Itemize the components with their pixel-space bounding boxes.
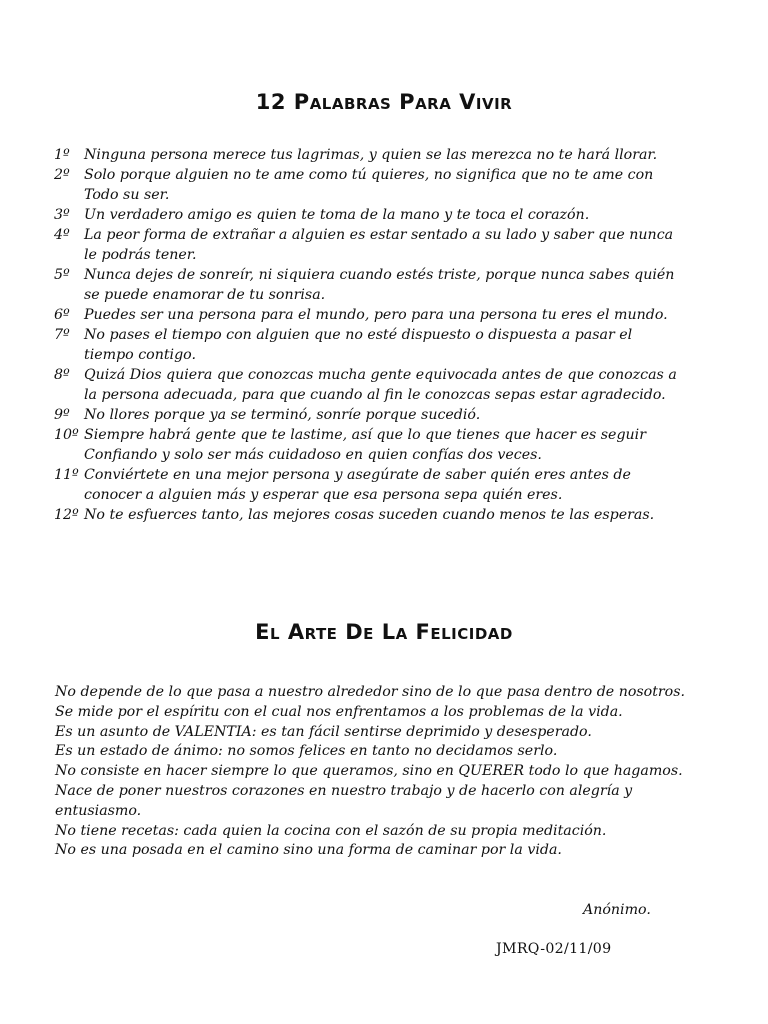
list-item (54, 205, 744, 225)
list-item (54, 145, 744, 165)
list-item-text: Siempre habrá gente que te lastime, así que lo que tienes que hacer es seguir Confiando y solo ser más cuidadoso en quien confías dos veces. (84, 427, 646, 463)
list-item (54, 325, 744, 365)
list-item (54, 305, 744, 325)
list-item-text: No te esfuerces tanto, las mejores cosas suceden cuando menos te las esperas. (84, 507, 655, 523)
list-item-number: 4º (54, 227, 70, 243)
list-item-number: 2º (54, 167, 70, 183)
list-item (54, 225, 744, 265)
list-item-number: 1º (54, 147, 70, 163)
list-item (54, 405, 744, 425)
list-item-text: Quizá Dios quiera que conozcas mucha gente equivocada antes de que conozcas a la persona adecuada, para que cuando al fin le conozcas sepas estar agradecido. (84, 367, 677, 403)
paragraph-line: Se mide por el espíritu con el cual nos enfrentamos a los problemas de la vida. (55, 703, 623, 720)
list-item-text: La peor forma de extrañar a alguien es estar sentado a su lado y saber que nunca le podrás tener. (84, 227, 674, 263)
list-item-number: 10º (54, 427, 79, 443)
paragraph-line: Nace de poner nuestros corazones en nuestro trabajo y de hacerlo con alegría y entusiasmo. (55, 782, 633, 819)
list-item-text: Nunca dejes de sonreír, ni siquiera cuando estés triste, porque nunca sabes quién se puede enamorar de tu sonrisa. (84, 267, 675, 303)
section-title-palabras: 12 Palabras Para Vivir (255, 90, 513, 114)
list-item-text: No pases el tiempo con alguien que no esté dispuesto o dispuesta a pasar el tiempo contigo. (84, 327, 633, 363)
paragraph-line: Es un asunto de VALENTIA: es tan fácil sentirse deprimido y desesperado. (55, 723, 592, 740)
signature: Anónimo. (583, 902, 651, 918)
paragraph-line: No tiene recetas: cada quien la cocina con el sazón de su propia meditación. (55, 822, 607, 839)
list-item-number: 9º (54, 407, 70, 423)
list-item-number: 3º (54, 207, 70, 223)
list-item-number: 6º (54, 307, 70, 323)
list-item-number: 8º (54, 367, 70, 383)
list-item (54, 465, 744, 505)
list-item-text: Solo porque alguien no te ame como tú quieres, no significa que no te ame con Todo su ser. (84, 167, 654, 203)
list-item (54, 425, 744, 465)
paragraph-line: No depende de lo que pasa a nuestro alrededor sino de lo que pasa dentro de nosotros. (55, 684, 686, 700)
list-item-number: 7º (54, 327, 70, 343)
paragraph-line: No es una posada en el camino sino una forma de caminar por la vida. (55, 842, 562, 859)
section-title-felicidad: El Arte De La Felicidad (255, 620, 513, 644)
list-item-number: 5º (54, 267, 70, 283)
list-item-text: No llores porque ya se terminó, sonríe porque sucedió. (84, 407, 481, 423)
list-item-text: Conviértete en una mejor persona y asegúrate de saber quién eres antes de conocer a alguien más y esperar que esa persona sepa quién eres. (84, 467, 631, 503)
paragraph-line: No consiste en hacer siempre lo que queramos, sino en QUERER todo lo que hagamos. (55, 763, 683, 780)
list-item-number: 11º (54, 467, 79, 483)
list-item-number: 12º (54, 507, 79, 523)
list-item (54, 365, 744, 405)
list-item-text: Ninguna persona merece tus lagrimas, y quien se las merezca no te hará llorar. (84, 147, 658, 163)
list-item-text: Puedes ser una persona para el mundo, pero para una persona tu eres el mundo. (84, 307, 668, 323)
felicidad-paragraph (55, 683, 720, 861)
list-item (54, 505, 744, 525)
document-code: JMRQ-02/11/09 (496, 941, 612, 957)
list-item (54, 265, 744, 305)
list-item-text: Un verdadero amigo es quien te toma de la mano y te toca el corazón. (84, 207, 590, 223)
paragraph-line: Es un estado de ánimo: no somos felices en tanto no decidamos serlo. (55, 743, 558, 760)
numbered-list (54, 145, 744, 525)
list-item (54, 165, 744, 205)
